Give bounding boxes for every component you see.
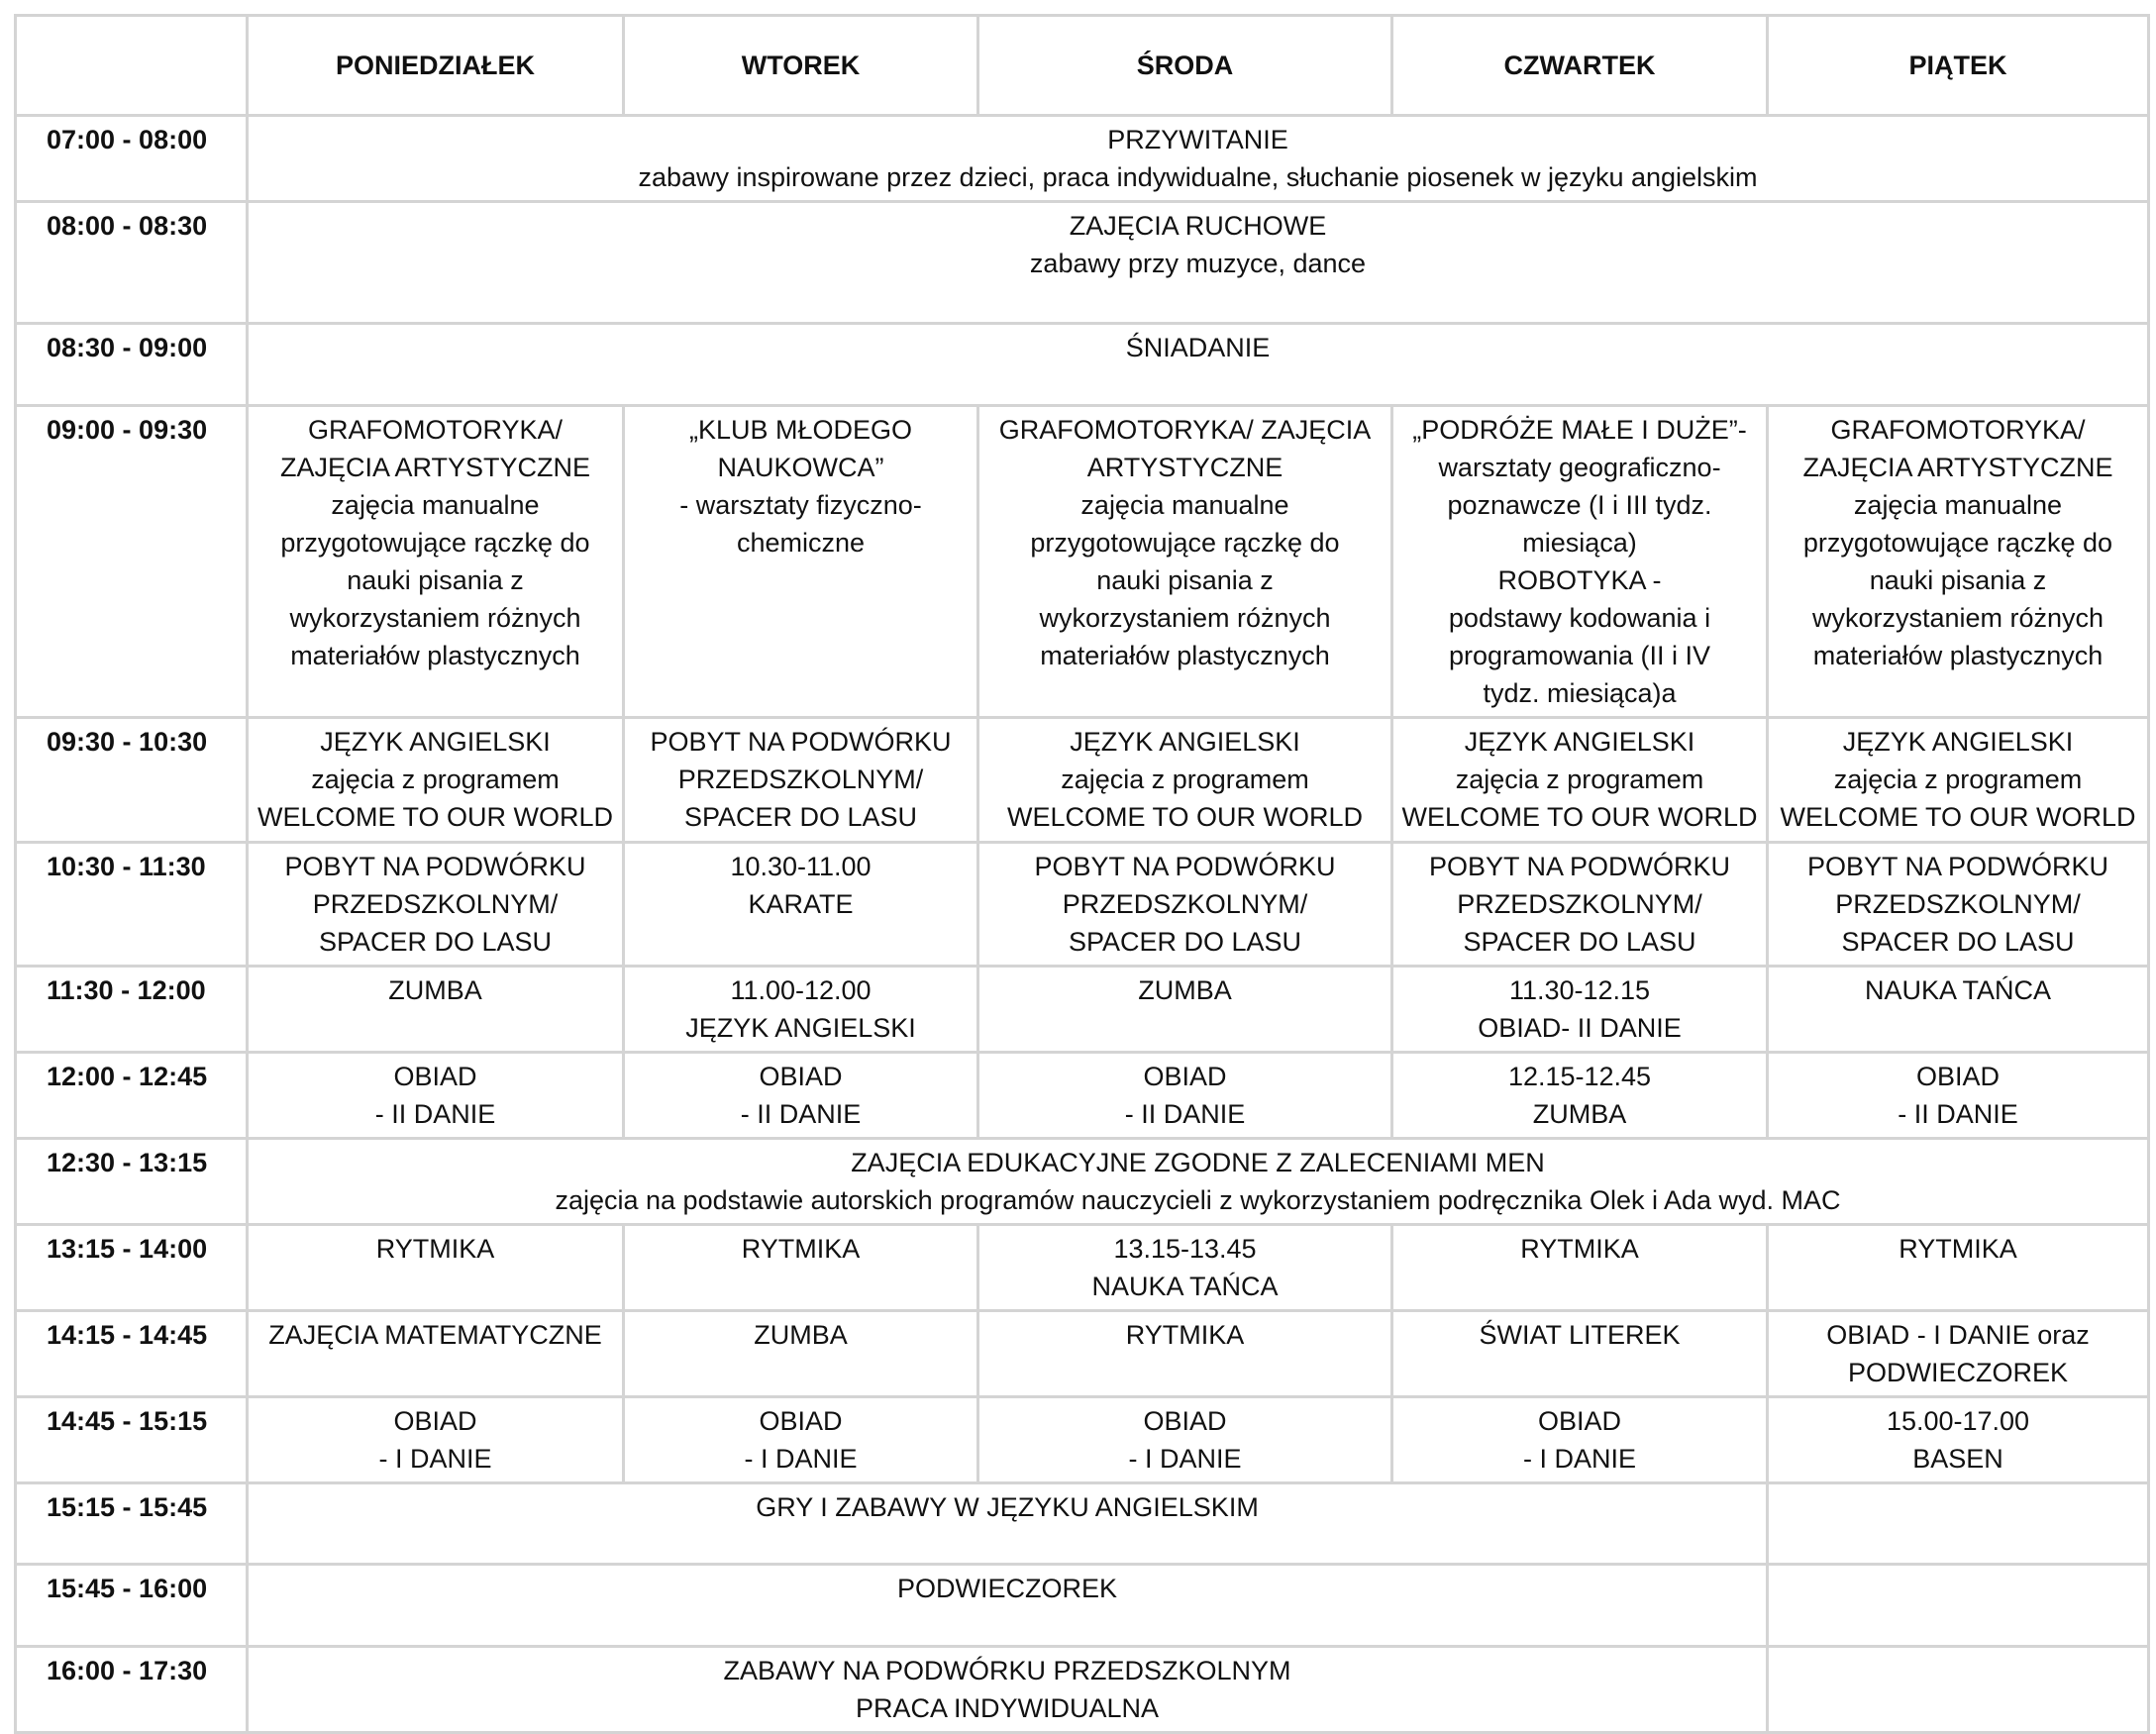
activity-text: JĘZYK ANGIELSKI zajęcia z programem WELCOME TO OUR WORLD <box>1006 727 1364 832</box>
schedule-cell-thursday <box>1392 1225 1768 1311</box>
schedule-cell-mon-thu <box>248 1483 1768 1565</box>
time-slot: 09:00 - 09:30 <box>16 406 248 718</box>
schedule-row <box>16 843 2149 967</box>
schedule-cell-tuesday <box>624 843 978 967</box>
schedule-cell-all-days <box>248 324 2149 406</box>
header-row <box>16 16 2149 116</box>
schedule-cell-tuesday <box>624 1053 978 1139</box>
activity-text: POBYT NA PODWÓRKU PRZEDSZKOLNYM/ SPACER DO LASU <box>650 727 952 832</box>
weekly-schedule-table <box>14 14 2150 1734</box>
time-slot: 14:45 - 15:15 <box>16 1397 248 1483</box>
schedule-cell-friday <box>1768 967 2149 1053</box>
schedule-cell-monday <box>248 718 624 843</box>
schedule-row <box>16 1225 2149 1311</box>
schedule-cell-friday <box>1768 1053 2149 1139</box>
schedule-cell-monday <box>248 843 624 967</box>
activity-text: OBIAD - II DANIE <box>1898 1062 2018 1129</box>
schedule-cell-friday <box>1768 718 2149 843</box>
schedule-cell-thursday <box>1392 1397 1768 1483</box>
time-slot: 07:00 - 08:00 <box>16 116 248 202</box>
schedule-cell-mon-thu <box>248 1647 1768 1733</box>
activity-text: RYTMIKA <box>1899 1234 2017 1264</box>
activity-text: OBIAD - I DANIE <box>378 1406 492 1474</box>
activity-text: 11.00-12.00 JĘZYK ANGIELSKI <box>685 975 916 1043</box>
schedule-cell-thursday <box>1392 967 1768 1053</box>
day-header-monday: PONIEDZIAŁEK <box>248 16 624 116</box>
schedule-cell-thursday <box>1392 406 1768 718</box>
activity-text: ZABAWY NA PODWÓRKU PRZEDSZKOLNYM PRACA INDYWIDUALNA <box>723 1656 1291 1723</box>
schedule-cell-friday <box>1768 1311 2149 1397</box>
schedule-cell-mon-thu <box>248 1565 1768 1647</box>
time-slot: 10:30 - 11:30 <box>16 843 248 967</box>
activity-text: „PODRÓŻE MAŁE I DUŻE”- warsztaty geograficzno- poznawcze (I i III tydz. miesiąca) ROBOTYKA - podstawy kodowania i programowania (II i IV tydz. miesiąca)a <box>1412 415 1747 708</box>
schedule-cell-monday <box>248 967 624 1053</box>
schedule-cell-monday <box>248 406 624 718</box>
schedule-row <box>16 202 2149 324</box>
schedule-cell-wednesday <box>978 718 1392 843</box>
schedule-row <box>16 324 2149 406</box>
day-header-friday: PIĄTEK <box>1768 16 2149 116</box>
time-slot: 15:15 - 15:45 <box>16 1483 248 1565</box>
activity-text: GRY I ZABAWY W JĘZYKU ANGIELSKIM <box>756 1492 1259 1522</box>
schedule-row <box>16 1139 2149 1225</box>
schedule-row <box>16 1053 2149 1139</box>
activity-text: „KLUB MŁODEGO NAUKOWCA” - warsztaty fizyczno- chemiczne <box>679 415 922 558</box>
activity-text: OBIAD - II DANIE <box>740 1062 862 1129</box>
schedule-cell-all-days <box>248 202 2149 324</box>
header-corner-cell <box>16 16 248 116</box>
activity-text: POBYT NA PODWÓRKU PRZEDSZKOLNYM/ SPACER DO LASU <box>1428 852 1731 957</box>
schedule-cell-wednesday <box>978 967 1392 1053</box>
activity-text: PODWIECZOREK <box>896 1574 1117 1603</box>
schedule-cell-thursday <box>1392 1311 1768 1397</box>
schedule-cell-tuesday <box>624 718 978 843</box>
activity-text: ŚNIADANIE <box>1125 333 1271 362</box>
schedule-cell-friday <box>1768 843 2149 967</box>
activity-text: NAUKA TAŃCA <box>1864 975 2052 1005</box>
schedule-cell-tuesday <box>624 406 978 718</box>
time-slot: 14:15 - 14:45 <box>16 1311 248 1397</box>
activity-text: JĘZYK ANGIELSKI zajęcia z programem WELCOME TO OUR WORLD <box>1401 727 1758 832</box>
schedule-cell-wednesday <box>978 1053 1392 1139</box>
day-header-tuesday: WTOREK <box>624 16 978 116</box>
activity-text: OBIAD - II DANIE <box>1124 1062 1246 1129</box>
schedule-row <box>16 718 2149 843</box>
schedule-row <box>16 1397 2149 1483</box>
time-slot: 08:30 - 09:00 <box>16 324 248 406</box>
activity-text: RYTMIKA <box>1125 1320 1245 1350</box>
activity-text: 13.15-13.45 NAUKA TAŃCA <box>1091 1234 1279 1301</box>
schedule-cell-monday <box>248 1397 624 1483</box>
schedule-row <box>16 1311 2149 1397</box>
schedule-sheet <box>14 14 2150 1734</box>
activity-text: ZAJĘCIA EDUKACYJNE ZGODNE Z ZALECENIAMI MEN zajęcia na podstawie autorskich programów nauczycieli z wykorzystaniem podręcznika Olek i Ada wyd. MAC <box>555 1148 1841 1215</box>
activity-text: OBIAD - I DANIE oraz PODWIECZOREK <box>1826 1320 2090 1387</box>
schedule-cell-wednesday <box>978 1397 1392 1483</box>
schedule-cell-tuesday <box>624 1311 978 1397</box>
schedule-cell-all-days <box>248 1139 2149 1225</box>
activity-text: ZUMBA <box>1138 975 1232 1005</box>
schedule-cell-wednesday <box>978 1225 1392 1311</box>
schedule-row <box>16 1483 2149 1565</box>
schedule-cell-monday <box>248 1225 624 1311</box>
time-slot: 12:00 - 12:45 <box>16 1053 248 1139</box>
schedule-row <box>16 1565 2149 1647</box>
activity-text: 15.00-17.00 BASEN <box>1886 1406 2030 1474</box>
activity-text: ZUMBA <box>388 975 482 1005</box>
activity-text: ŚWIAT LITEREK <box>1479 1320 1681 1350</box>
schedule-cell-all-days <box>248 116 2149 202</box>
schedule-cell-friday <box>1768 406 2149 718</box>
activity-text: RYTMIKA <box>375 1234 495 1264</box>
time-slot: 08:00 - 08:30 <box>16 202 248 324</box>
schedule-cell-wednesday <box>978 1311 1392 1397</box>
activity-text: ZAJĘCIA RUCHOWE zabawy przy muzyce, dance <box>1029 211 1367 278</box>
activity-text: ZAJĘCIA MATEMATYCZNE <box>268 1320 602 1350</box>
activity-text: 10.30-11.00 KARATE <box>730 852 872 919</box>
time-slot: 12:30 - 13:15 <box>16 1139 248 1225</box>
activity-text: OBIAD - I DANIE <box>744 1406 858 1474</box>
activity-text: PRZYWITANIE zabawy inspirowane przez dzieci, praca indywidualne, słuchanie piosenek w języku angielskim <box>638 125 1758 192</box>
time-slot: 16:00 - 17:30 <box>16 1647 248 1733</box>
schedule-cell-tuesday <box>624 967 978 1053</box>
schedule-cell-thursday <box>1392 1053 1768 1139</box>
activity-text: RYTMIKA <box>1520 1234 1639 1264</box>
schedule-cell-friday <box>1768 1565 2149 1647</box>
activity-text: GRAFOMOTORYKA/ ZAJĘCIA ARTYSTYCZNE zajęcia manualne przygotowujące rączkę do nauki pisania z wykorzystaniem różnych materiałów plastycznych <box>279 415 591 670</box>
activity-text: POBYT NA PODWÓRKU PRZEDSZKOLNYM/ SPACER DO LASU <box>284 852 586 957</box>
schedule-cell-friday <box>1768 1397 2149 1483</box>
schedule-cell-thursday <box>1392 718 1768 843</box>
schedule-cell-friday <box>1768 1647 2149 1733</box>
activity-text: JĘZYK ANGIELSKI zajęcia z programem WELCOME TO OUR WORLD <box>257 727 614 832</box>
schedule-row <box>16 967 2149 1053</box>
schedule-cell-monday <box>248 1053 624 1139</box>
schedule-row <box>16 406 2149 718</box>
day-header-wednesday: ŚRODA <box>978 16 1392 116</box>
activity-text: POBYT NA PODWÓRKU PRZEDSZKOLNYM/ SPACER DO LASU <box>1806 852 2109 957</box>
day-header-thursday: CZWARTEK <box>1392 16 1768 116</box>
schedule-cell-wednesday <box>978 843 1392 967</box>
activity-text: 11.30-12.15 OBIAD- II DANIE <box>1478 975 1682 1043</box>
schedule-cell-friday <box>1768 1483 2149 1565</box>
schedule-row <box>16 116 2149 202</box>
schedule-cell-tuesday <box>624 1397 978 1483</box>
schedule-cell-friday <box>1768 1225 2149 1311</box>
schedule-row <box>16 1647 2149 1733</box>
activity-text: GRAFOMOTORYKA/ ZAJĘCIA ARTYSTYCZNE zajęcia manualne przygotowujące rączkę do nauki pisania z wykorzystaniem różnych materiałów plastycznych <box>1802 415 2113 670</box>
activity-text: POBYT NA PODWÓRKU PRZEDSZKOLNYM/ SPACER DO LASU <box>1034 852 1336 957</box>
time-slot: 11:30 - 12:00 <box>16 967 248 1053</box>
time-slot: 13:15 - 14:00 <box>16 1225 248 1311</box>
activity-text: OBIAD - I DANIE <box>1128 1406 1242 1474</box>
activity-text: RYTMIKA <box>741 1234 861 1264</box>
time-slot: 09:30 - 10:30 <box>16 718 248 843</box>
time-slot: 15:45 - 16:00 <box>16 1565 248 1647</box>
activity-text: 12.15-12.45 ZUMBA <box>1507 1062 1652 1129</box>
schedule-cell-tuesday <box>624 1225 978 1311</box>
activity-text: OBIAD - II DANIE <box>374 1062 496 1129</box>
schedule-cell-monday <box>248 1311 624 1397</box>
activity-text: OBIAD - I DANIE <box>1522 1406 1636 1474</box>
schedule-cell-thursday <box>1392 843 1768 967</box>
activity-text: ZUMBA <box>754 1320 848 1350</box>
schedule-cell-wednesday <box>978 406 1392 718</box>
activity-text: GRAFOMOTORYKA/ ZAJĘCIA ARTYSTYCZNE zajęcia manualne przygotowujące rączkę do nauki pisania z wykorzystaniem różnych materiałów plastycznych <box>998 415 1372 670</box>
activity-text: JĘZYK ANGIELSKI zajęcia z programem WELCOME TO OUR WORLD <box>1780 727 2136 832</box>
